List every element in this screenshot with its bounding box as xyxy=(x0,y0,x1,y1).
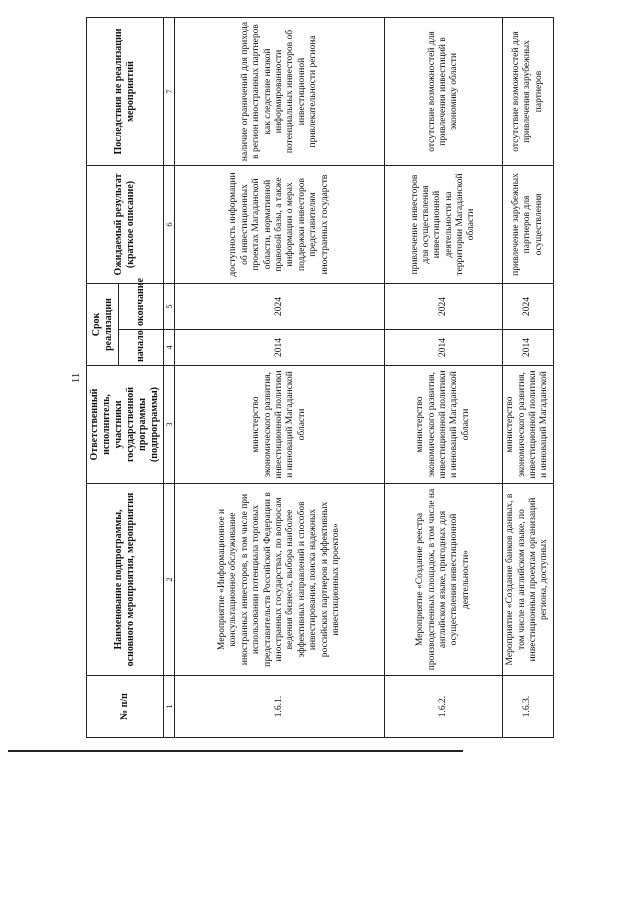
row-name: Мероприятие «Создание реестра производственных площадок, в том числе на английском языке, пригодных для осуществления инвестиционной деятельности» xyxy=(385,484,503,676)
header-consequences: Последствия не реализации мероприятий xyxy=(87,18,164,166)
header-term: Срок реализации xyxy=(87,284,119,366)
row-start: 2014 xyxy=(503,330,554,366)
header-row xyxy=(87,18,119,738)
header-start: начало xyxy=(119,330,164,366)
row-consequences: отсутствие возможностей для привлечения инвестиций в экономику области xyxy=(385,18,503,166)
row-name: Мероприятие «Создание банков данных, в том числе на английском языке, по инвестиционным проектам организаций региона, доступных xyxy=(503,484,554,676)
table-row xyxy=(175,18,385,738)
row-executor: министерство экономического развития, инвестиционной политики и инноваций Магаданской xyxy=(503,366,554,484)
rotated-page xyxy=(70,18,550,738)
row-end: 2024 xyxy=(385,284,503,330)
table-row xyxy=(385,18,503,738)
column-number: 1 xyxy=(164,676,175,738)
row-result: привлечение инвесторов для осуществления инвестиционной деятельности на территории Магаданской области xyxy=(385,166,503,284)
row-consequences: отсутствие возможностей для привлечения зарубежных партнеров xyxy=(503,18,554,166)
row-result: привлечение зарубежных партнеров для осуществления xyxy=(503,166,554,284)
row-consequences: наличие ограничений для прихода в регион иностранных партнеров как следствие низкой информированности потенциальных инвесторов об инвестиционной привлекательности региона xyxy=(175,18,385,166)
header-end: окончание xyxy=(119,284,164,330)
column-number: 7 xyxy=(164,18,175,166)
column-number: 2 xyxy=(164,484,175,676)
column-number-row xyxy=(164,18,175,738)
row-executor: министерство экономического развития, инвестиционной политики и инноваций Магаданской области xyxy=(175,366,385,484)
row-name: Мероприятие «Информационное и консультационное обслуживание иностранных инвесторов, в том числе при использовании потенциала торговых представительств Российской Федерации в иностранных государствах, по вопросам ведения бизнеса, выбора наиболее эффективных направлений и способов инвестирования, поиска надежных российских партнеров и эффективных инвестиционных проектов» xyxy=(175,484,385,676)
row-start: 2014 xyxy=(175,330,385,366)
header-num: № п/п xyxy=(87,676,164,738)
table-row xyxy=(503,18,554,738)
row-executor: министерство экономического развития, инвестиционной политики и инноваций Магаданской области xyxy=(385,366,503,484)
page-edge-line xyxy=(8,750,463,752)
row-end: 2024 xyxy=(175,284,385,330)
header-result: Ожидаемый результат (краткое описание) xyxy=(87,166,164,284)
page-number: 11 xyxy=(70,372,82,384)
column-number: 4 xyxy=(164,330,175,366)
column-number: 5 xyxy=(164,284,175,330)
header-executor: Ответственный исполнитель, участники государственной программы (подпрограммы) xyxy=(87,366,164,484)
column-number: 6 xyxy=(164,166,175,284)
row-result: доступность информации об инвестиционных проектах Магаданской области, нормативной правовой базы, а также информации о мерах поддержки инвесторов представителям иностранных государств xyxy=(175,166,385,284)
row-start: 2014 xyxy=(385,330,503,366)
row-num: 1.6.1. xyxy=(175,676,385,738)
program-table xyxy=(86,17,554,738)
row-num: 1.6.2. xyxy=(385,676,503,738)
header-name: Наименование подпрограммы, основного мероприятия, мероприятия xyxy=(87,484,164,676)
row-end: 2024 xyxy=(503,284,554,330)
column-number: 3 xyxy=(164,366,175,484)
row-num: 1.6.3. xyxy=(503,676,554,738)
